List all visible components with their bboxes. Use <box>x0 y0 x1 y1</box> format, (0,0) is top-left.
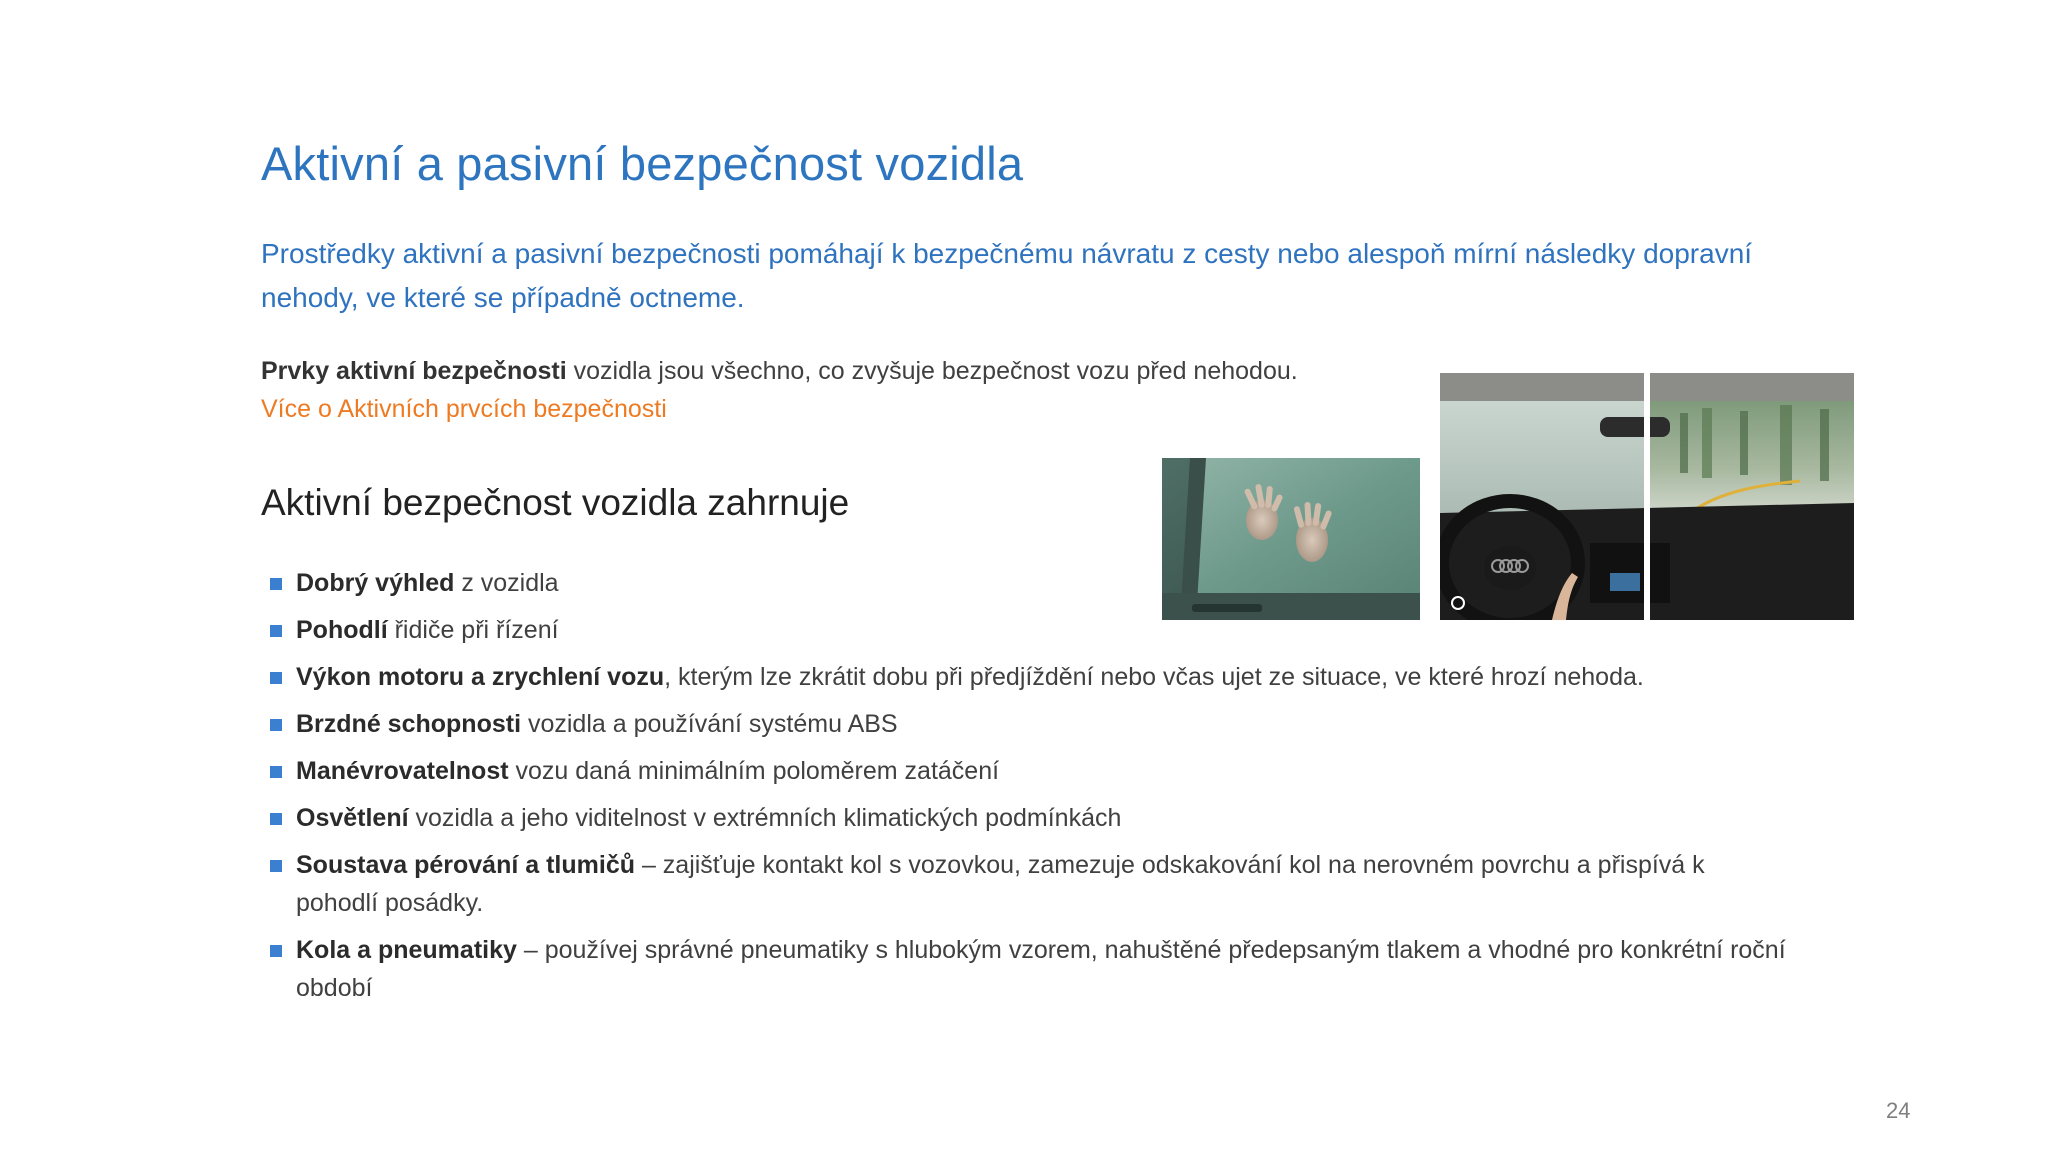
list-item <box>270 752 1790 790</box>
list-item <box>270 846 1790 922</box>
feature-description: z vozidla <box>454 569 559 597</box>
feature-term: Kola a pneumatiky <box>296 936 517 964</box>
feature-term: Pohodlí <box>296 616 388 644</box>
list-item <box>270 931 1790 1007</box>
list-item <box>270 658 1790 696</box>
frosted-window-photo <box>1162 458 1420 620</box>
feature-term: Dobrý výhled <box>296 569 455 597</box>
feature-term: Osvětlení <box>296 804 409 832</box>
feature-description: – zajišťuje kontakt kol s vozovkou, zamezuje odskakování kol na nerovném povrchu a přispívá k pohodlí posádky. <box>296 851 1705 917</box>
car-interior-photo <box>1440 373 1854 620</box>
car-interior-image <box>1440 373 1854 620</box>
bullet-icon <box>270 578 282 590</box>
feature-term: Soustava pérování a tlumičů <box>296 851 635 879</box>
feature-term: Výkon motoru a zrychlení vozu <box>296 663 665 691</box>
slide-title: Aktivní a pasivní bezpečnost vozidla <box>261 137 1024 190</box>
intro-paragraph: Prostředky aktivní a pasivní bezpečnosti pomáhají k bezpečnému návratu z cesty nebo alespoň mírní následky dopravní nehody, ve které se případně octneme. <box>261 238 1753 313</box>
active-safety-definition <box>261 352 1298 390</box>
feature-term: Brzdné schopnosti <box>296 710 522 738</box>
bullet-icon <box>270 945 282 957</box>
feature-list <box>270 564 1790 1007</box>
bullet-icon <box>270 766 282 778</box>
feature-description: vozu daná minimálním poloměrem zatáčení <box>508 757 1000 785</box>
bullet-icon <box>270 813 282 825</box>
feature-description: vozidla a používání systému ABS <box>521 710 898 738</box>
bullet-icon <box>270 719 282 731</box>
more-active-safety-link[interactable]: Více o Aktivních prvcích bezpečnosti <box>261 395 667 423</box>
bullet-icon <box>270 860 282 872</box>
feature-description: vozidla a jeho viditelnost v extrémních klimatických podmínkách <box>408 804 1122 832</box>
page-number: 24 <box>1886 1098 1911 1123</box>
list-item <box>270 705 1790 743</box>
feature-description: , kterým lze zkrátit dobu při předjíždění nebo včas ujet ze situace, ve které hrozí nehoda. <box>664 663 1644 691</box>
feature-description: řidiče při řízení <box>387 616 559 644</box>
bullet-icon <box>270 625 282 637</box>
bullet-icon <box>270 672 282 684</box>
active-safety-term: Prvky aktivní bezpečnosti <box>261 357 567 385</box>
frosted-window-image <box>1162 458 1420 620</box>
active-safety-description: vozidla jsou všechno, co zvyšuje bezpečnost vozu před nehodou. <box>566 357 1298 385</box>
list-item <box>270 799 1790 837</box>
section-heading: Aktivní bezpečnost vozidla zahrnuje <box>261 482 850 523</box>
feature-term: Manévrovatelnost <box>296 757 509 785</box>
feature-description: – používej správné pneumatiky s hlubokým vzorem, nahuštěné předepsaným tlakem a vhodné pro konkrétní roční období <box>296 936 1786 1002</box>
